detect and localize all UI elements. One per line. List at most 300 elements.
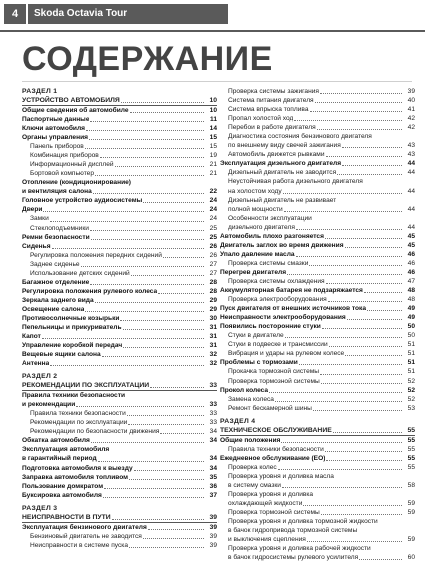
toc-entry[interactable] [220, 286, 415, 295]
leader-dots [91, 442, 204, 443]
toc-entry-title: РЕКОМЕНДАЦИИ ПО ЭКСПЛУАТАЦИИ [22, 382, 150, 390]
toc-entry-page: 47 [407, 277, 415, 285]
leader-dots [131, 275, 204, 276]
toc-entry-page: 34 [209, 455, 217, 463]
toc-entry-title: Пепельницы и прикуриватель [22, 324, 122, 332]
toc-entry-page: 44 [407, 223, 415, 231]
leader-dots [326, 283, 402, 284]
toc-entry-page: 31 [209, 342, 217, 350]
leader-dots [322, 328, 402, 329]
toc-entry-title: Система впрыска топлива [228, 106, 309, 114]
toc-entry-title: Сиденья [22, 242, 51, 250]
toc-entry[interactable] [220, 508, 415, 517]
toc-entry-page: 22 [209, 188, 217, 196]
section-label[interactable] [220, 417, 415, 426]
toc-entry-page: 34 [209, 437, 217, 445]
leader-dots [329, 346, 402, 347]
toc-entry[interactable] [22, 418, 217, 427]
toc-entry-title: Органы управления [22, 134, 88, 142]
leader-dots [134, 470, 204, 471]
toc-entry-title: Двигатель заглох во время движения [220, 241, 344, 249]
toc-entry-title: Проверка уровня и доливка тормозной жидкости [228, 518, 378, 525]
toc-entry[interactable] [22, 242, 217, 251]
toc-entry[interactable] [220, 114, 415, 123]
leader-dots [313, 410, 402, 411]
toc-entry-page: 41 [407, 106, 415, 114]
toc-entry-page: 28 [209, 287, 217, 295]
leader-dots [128, 424, 204, 425]
toc-entry[interactable] [220, 304, 415, 313]
toc-entry[interactable] [22, 359, 217, 368]
toc-entry[interactable] [22, 260, 217, 269]
toc-entry-page: 51 [407, 359, 415, 367]
toc-entry[interactable] [220, 395, 415, 404]
toc-entry[interactable] [220, 141, 415, 150]
toc-entry-page: 40 [407, 97, 415, 105]
toc-entry-page: 31 [209, 324, 217, 332]
toc-entry-title: Замена колеса [228, 395, 274, 403]
toc-entry[interactable] [220, 105, 415, 114]
toc-entry[interactable] [22, 124, 217, 133]
leader-dots [275, 401, 402, 402]
toc-entry[interactable] [22, 169, 217, 178]
toc-entry-page: 37 [209, 491, 217, 499]
toc-entry[interactable] [22, 214, 217, 223]
leader-dots [120, 320, 204, 321]
toc-entry-title: Регулировка положения рулевого колеса [22, 287, 158, 295]
leader-dots [163, 257, 204, 258]
toc-entry-page: 44 [407, 187, 415, 195]
toc-entry-title: Проверка уровня и доливка масла [228, 472, 334, 480]
toc-entry[interactable] [22, 233, 217, 242]
toc-entry[interactable] [22, 196, 217, 205]
toc-entry[interactable] [22, 305, 217, 314]
leader-dots [112, 519, 204, 520]
toc-entry-title: Стуки в подвеске и трансмиссии [228, 341, 328, 349]
toc-entry-title: Ежедневное обслуживание (ЕО) [220, 454, 326, 462]
section-title[interactable] [220, 426, 415, 435]
toc-entry[interactable] [22, 473, 217, 482]
toc-entry[interactable] [22, 332, 217, 341]
toc-entry-page: 52 [407, 395, 415, 403]
toc-entry-title: Ремни безопасности [22, 233, 90, 241]
toc-entry-title: Проверка системы смазки [228, 259, 309, 267]
toc-entry[interactable] [220, 187, 415, 196]
toc-entry[interactable] [220, 313, 415, 322]
toc-entry-title: Автомобиль движется рывками [228, 151, 325, 159]
leader-dots [100, 157, 204, 158]
leader-dots [89, 139, 204, 140]
toc-entry-title: в бачок гидропривода тормозной системы [228, 527, 358, 535]
toc-entry[interactable] [220, 259, 415, 268]
toc-entry-page: 10 [209, 106, 217, 114]
toc-entry-title: Бортовой компьютер [30, 170, 94, 178]
toc-entry[interactable] [220, 499, 415, 508]
toc-entry[interactable] [22, 523, 217, 532]
toc-entry[interactable] [22, 391, 217, 400]
toc-entry[interactable] [220, 535, 415, 544]
toc-entry-page: 27 [209, 269, 217, 277]
toc-entry-title: в гарантийный период [22, 455, 97, 463]
toc-entry-page: 25 [209, 224, 217, 232]
leader-dots [367, 310, 402, 311]
toc-entry-page: 55 [407, 436, 415, 444]
leader-dots [93, 193, 204, 194]
toc-entry-title: Буксировка автомобиля [22, 491, 102, 499]
toc-entry[interactable] [220, 490, 415, 499]
leader-dots [326, 460, 402, 461]
toc-entry-title: Заднее сиденье [30, 260, 80, 268]
toc-entry[interactable] [220, 150, 415, 159]
leader-dots [129, 479, 204, 480]
toc-entry-title: Пуск двигателя от внешних источников тока [220, 305, 367, 313]
toc-entry[interactable] [220, 436, 415, 445]
toc-entry[interactable] [220, 250, 415, 259]
leader-dots [130, 112, 204, 113]
toc-entry-page: 43 [407, 151, 415, 159]
toc-entry[interactable] [22, 532, 217, 541]
toc-entry-page: 31 [209, 333, 217, 341]
toc-entry-title: Ключи автомобиля [22, 124, 86, 132]
toc-entry-title: Особенности эксплуатации [228, 214, 312, 222]
toc-entry[interactable] [220, 232, 415, 241]
leader-dots [321, 383, 402, 384]
leader-dots [103, 497, 204, 498]
toc-entry-title: Упало давление масла [220, 250, 295, 258]
toc-entry-page: 24 [209, 197, 217, 205]
toc-entry-page: 43 [407, 142, 415, 150]
toc-entry-page: 50 [407, 332, 415, 340]
toc-entry[interactable] [22, 409, 217, 418]
toc-entry[interactable] [220, 517, 415, 526]
toc-entry[interactable] [220, 168, 415, 177]
leader-dots [284, 211, 402, 212]
toc-entry-title: Головное устройство аудиосистемы [22, 197, 143, 205]
leader-dots [296, 229, 402, 230]
toc-entry-page: 48 [407, 296, 415, 304]
toc-entry-title: Правила техники безопасности [22, 392, 125, 400]
leader-dots [95, 175, 204, 176]
toc-entry[interactable] [220, 214, 415, 223]
leader-dots [325, 238, 402, 239]
toc-entry[interactable] [22, 341, 217, 350]
toc-entry[interactable] [220, 377, 415, 386]
leader-dots [326, 156, 402, 157]
page-title: СОДЕРЖАНИЕ [22, 40, 273, 78]
leader-dots [143, 538, 204, 539]
toc-entry-page: 59 [407, 499, 415, 507]
section-label[interactable] [22, 504, 217, 513]
toc-entry-page: 59 [407, 536, 415, 544]
toc-entry-page: 28 [209, 278, 217, 286]
toc-entry-page: 15 [209, 134, 217, 142]
toc-entry-title: Перебои в работе двигателя [228, 124, 316, 132]
toc-entry[interactable] [220, 159, 415, 168]
toc-entry-page: 33 [209, 401, 217, 409]
toc-entry-page: 19 [209, 152, 217, 160]
toc-entry-title: УСТРОЙСТВО АВТОМОБИЛЯ [22, 97, 120, 105]
toc-entry[interactable] [220, 553, 415, 562]
leader-dots [347, 319, 402, 320]
toc-entry-page: 55 [407, 426, 415, 434]
toc-entry[interactable] [22, 278, 217, 287]
toc-entry-page: 33 [209, 410, 217, 418]
leader-dots [364, 292, 402, 293]
toc-entry-title: Эксплуатация дизельного двигателя [220, 160, 342, 168]
toc-entry-title: Стеклоподъемники [30, 224, 89, 232]
section-label[interactable] [22, 372, 217, 381]
toc-entry[interactable] [22, 178, 217, 187]
leader-dots [285, 337, 402, 338]
toc-entry-title: Пропал холостой ход [228, 115, 294, 123]
toc-entry-title: и выключения сцепления [228, 536, 306, 544]
toc-entry-page: 46 [407, 259, 415, 267]
leader-dots [325, 451, 402, 452]
toc-entry[interactable] [220, 526, 415, 535]
toc-entry-page: 25 [209, 233, 217, 241]
toc-entry[interactable] [220, 367, 415, 376]
toc-entry[interactable] [220, 196, 415, 205]
toc-entry[interactable] [22, 106, 217, 115]
toc-entry-title: Неисправности электрооборудования [220, 314, 346, 322]
toc-entry-title: Регулировка положения передних сидений [30, 251, 162, 259]
toc-entry[interactable] [22, 187, 217, 196]
toc-entry[interactable] [220, 544, 415, 553]
toc-entry[interactable] [220, 463, 415, 472]
toc-entry-title: Неустойчивая работа дизельного двигателя [228, 178, 363, 186]
toc-right-column [220, 87, 415, 562]
leader-dots [337, 174, 402, 175]
leader-dots [307, 541, 402, 542]
toc-entry-title: Дизельный двигатель не заводится [228, 169, 337, 177]
toc-entry-title: Проблемы с тормозами [220, 359, 298, 367]
leader-dots [150, 387, 204, 388]
toc-entry[interactable] [220, 295, 415, 304]
section-title[interactable] [22, 381, 217, 390]
toc-entry[interactable] [22, 454, 217, 463]
toc-entry[interactable] [220, 358, 415, 367]
toc-entry-page: 55 [407, 445, 415, 453]
toc-entry-title: РАЗДЕЛ 1 [22, 88, 58, 95]
toc-entry[interactable] [22, 350, 217, 359]
toc-entry[interactable] [220, 404, 415, 413]
toc-entry[interactable] [22, 491, 217, 500]
leader-dots [143, 202, 204, 203]
leader-dots [294, 120, 402, 121]
toc-entry-title: Вибрация и удары на рулевом колесе [228, 350, 345, 358]
toc-entry-title: Пользование домкратом [22, 482, 104, 490]
toc-entry[interactable] [220, 340, 415, 349]
toc-entry-title: Рекомендации по эксплуатации [30, 419, 128, 427]
leader-dots [299, 364, 402, 365]
toc-entry[interactable] [22, 115, 217, 124]
toc-entry-title: Появились посторонние стуки [220, 323, 321, 331]
toc-entry[interactable] [22, 436, 217, 445]
toc-entry-page: 15 [209, 143, 217, 151]
toc-entry[interactable] [220, 123, 415, 132]
toc-entry-page: 32 [209, 351, 217, 359]
leader-dots [121, 102, 204, 103]
toc-entry[interactable] [220, 241, 415, 250]
toc-left-column [22, 87, 217, 550]
toc-entry[interactable] [22, 445, 217, 454]
toc-entry-title: Проверка системы зажигания [228, 88, 319, 95]
toc-entry[interactable] [220, 349, 415, 358]
toc-entry[interactable] [22, 400, 217, 409]
toc-entry[interactable] [220, 445, 415, 454]
toc-entry-title: Багажное отделение [22, 278, 90, 286]
leader-dots [42, 338, 204, 339]
toc-entry[interactable] [220, 277, 415, 286]
toc-entry[interactable] [220, 177, 415, 186]
leader-dots [303, 505, 402, 506]
leader-dots [76, 406, 204, 407]
toc-entry-title: по внешнему виду свечей зажигания [228, 142, 341, 150]
toc-entry[interactable] [220, 454, 415, 463]
toc-entry-page: 34 [209, 428, 217, 436]
toc-entry[interactable] [22, 296, 217, 305]
leader-dots [127, 415, 204, 416]
leader-dots [160, 433, 204, 434]
leader-dots [98, 461, 204, 462]
leader-dots [50, 365, 204, 366]
toc-entry-title: Эксплуатация автомобиля [22, 446, 110, 454]
toc-entry-page: 39 [209, 523, 217, 531]
toc-entry[interactable] [220, 322, 415, 331]
leader-dots [123, 347, 204, 348]
toc-entry[interactable] [220, 205, 415, 214]
leader-dots [281, 442, 402, 443]
toc-entry-page: 50 [407, 323, 415, 331]
toc-entry-title: Неисправности в системе пуска [30, 541, 129, 549]
toc-entry[interactable] [220, 331, 415, 340]
section-title[interactable] [22, 96, 217, 105]
toc-entry-title: Стуки в двигателе [228, 332, 284, 340]
leader-dots [129, 547, 204, 548]
toc-entry-title: Вещевые ящики салона [22, 351, 101, 359]
toc-entry-title: Правила техники безопасности [30, 410, 126, 418]
toc-entry-title: Правила техники безопасности [228, 445, 324, 453]
toc-entry-title: Система питания двигателя [228, 97, 314, 105]
leader-dots [91, 239, 204, 240]
leader-dots [345, 247, 402, 248]
section-label[interactable] [22, 87, 217, 96]
toc-entry[interactable] [22, 482, 217, 491]
toc-entry-title: Диагностика состояния бензинового двигателя [228, 133, 372, 141]
toc-entry[interactable] [220, 386, 415, 395]
toc-entry[interactable] [22, 251, 217, 260]
toc-entry[interactable] [22, 323, 217, 332]
toc-entry-page: 44 [407, 169, 415, 177]
toc-entry-title: Двери [22, 206, 43, 214]
toc-entry-page: 10 [209, 97, 217, 105]
toc-entry-title: Использование детских сидений [30, 269, 130, 277]
toc-entry-title: Отопление (кондиционирование) [22, 179, 132, 187]
toc-entry-page: 52 [407, 377, 415, 385]
toc-entry-page: 55 [407, 454, 415, 462]
toc-entry[interactable] [220, 96, 415, 105]
toc-entry[interactable] [220, 223, 415, 232]
toc-entry-page: 46 [407, 268, 415, 276]
toc-entry-page: 42 [407, 124, 415, 132]
toc-entry[interactable] [22, 287, 217, 296]
toc-entry[interactable] [220, 472, 415, 481]
toc-entry-page: 53 [407, 404, 415, 412]
toc-entry-title: Бензиновый двигатель не заводится [30, 532, 142, 540]
leader-dots [342, 147, 402, 148]
toc-entry-page: 24 [209, 206, 217, 214]
leader-dots [309, 265, 402, 266]
toc-entry-page: 35 [209, 473, 217, 481]
toc-entry-page: 48 [407, 287, 415, 295]
toc-entry[interactable] [220, 481, 415, 490]
toc-entry[interactable] [22, 133, 217, 142]
leader-dots [50, 221, 204, 222]
toc-entry[interactable] [22, 151, 217, 160]
toc-entry[interactable] [22, 427, 217, 436]
leader-dots [86, 130, 204, 131]
toc-entry[interactable] [22, 205, 217, 214]
toc-entry-title: РАЗДЕЛ 3 [22, 504, 58, 512]
toc-entry-title: Прокачка тормозной системы [228, 368, 320, 376]
toc-entry-title: Проверка тормозной системы [228, 508, 320, 516]
toc-entry[interactable] [22, 224, 217, 233]
leader-dots [123, 329, 204, 330]
toc-entry-page: 26 [209, 242, 217, 250]
toc-entry[interactable] [220, 132, 415, 141]
section-title[interactable] [22, 513, 217, 522]
toc-entry-title: Общие сведения об автомобиле [22, 106, 129, 114]
toc-entry-page: 39 [209, 541, 217, 549]
toc-entry[interactable] [22, 160, 217, 169]
toc-entry-page: 58 [407, 481, 415, 489]
toc-entry[interactable] [22, 541, 217, 550]
toc-entry-title: Проверка уровня и доливка рабочей жидкости [228, 545, 371, 553]
title-underline [22, 81, 412, 82]
toc-entry-title: и вентиляция салона [22, 188, 92, 196]
toc-entry-page: 27 [209, 260, 217, 268]
toc-entry[interactable] [22, 314, 217, 323]
toc-entry[interactable] [22, 142, 217, 151]
toc-entry-page: 39 [209, 513, 217, 521]
toc-entry-page: 60 [407, 554, 415, 562]
toc-entry[interactable] [22, 464, 217, 473]
toc-entry-page: 39 [407, 88, 415, 95]
toc-entry-title: Управление коробкой передач [22, 342, 123, 350]
toc-entry-page: 39 [209, 532, 217, 540]
toc-entry[interactable] [220, 87, 415, 96]
toc-entry-title: Освещение салона [22, 305, 85, 313]
toc-entry-title: Зеркала заднего вида [22, 296, 94, 304]
toc-entry-page: 21 [209, 161, 217, 169]
toc-entry[interactable] [22, 269, 217, 278]
toc-entry-title: Паспортные данные [22, 115, 90, 123]
toc-entry-title: Проверка колес [228, 463, 277, 471]
leader-dots [320, 93, 402, 94]
toc-entry-title: в бачок гидросистемы рулевого усилителя [228, 554, 359, 562]
leader-dots [296, 256, 402, 257]
toc-entry-page: 49 [407, 305, 415, 313]
toc-entry-page: 59 [407, 508, 415, 516]
toc-entry-title: Проверка тормозной системы [228, 377, 320, 385]
toc-entry-title: Комбинация приборов [30, 152, 99, 160]
toc-entry-page: 55 [407, 463, 415, 471]
leader-dots [342, 165, 402, 166]
toc-entry-page: 42 [407, 115, 415, 123]
toc-entry-page: 45 [407, 241, 415, 249]
toc-entry[interactable] [220, 268, 415, 277]
toc-entry-title: Подготовка автомобиля к выезду [22, 464, 133, 472]
